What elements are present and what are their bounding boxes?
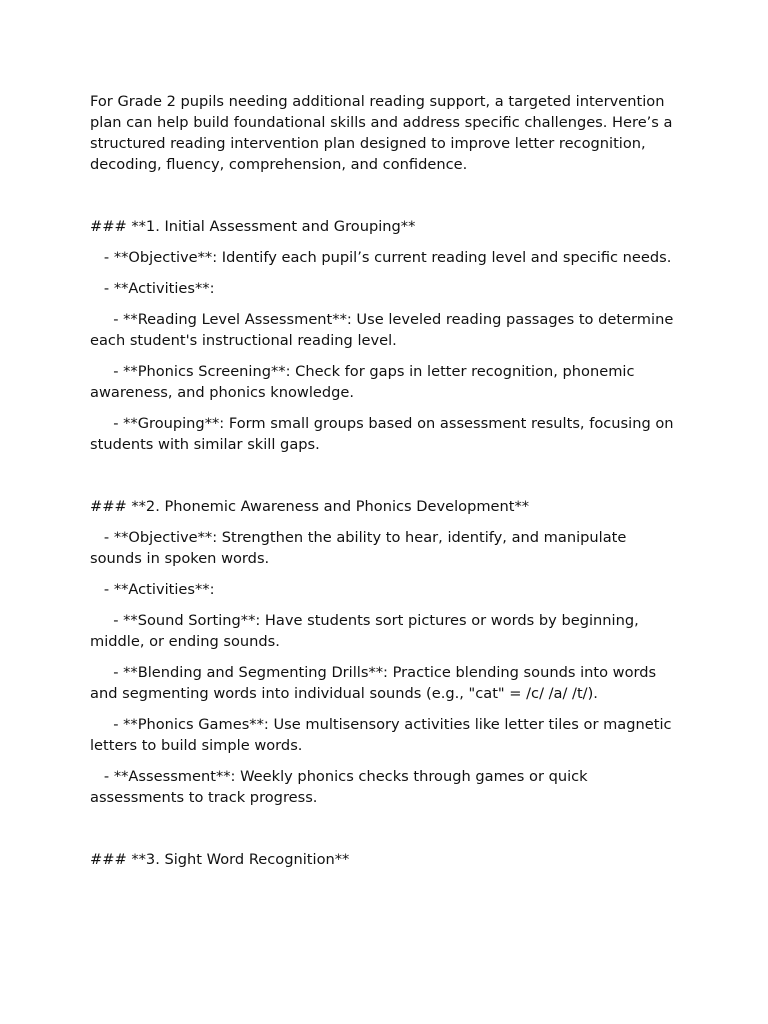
section-2-heading: ### **2. Phonemic Awareness and Phonics Development** bbox=[90, 498, 530, 515]
section-spacer bbox=[90, 465, 680, 496]
section-1-item-grouping: - **Grouping**: Form small groups based on assessment results, focusing on students with similar skill gaps. bbox=[90, 415, 679, 453]
section-3-heading: ### **3. Sight Word Recognition** bbox=[90, 851, 350, 868]
section-1-item-reading-level: - **Reading Level Assessment**: Use leveled reading passages to determine each student's instructional reading level. bbox=[90, 311, 678, 349]
section-1-item-phonics-screening: - **Phonics Screening**: Check for gaps in letter recognition, phonemic awareness, and phonics knowledge. bbox=[90, 363, 640, 401]
section-2-item-blending: - **Blending and Segmenting Drills**: Practice blending sounds into words and segmenting words into individual sounds (e.g., "cat" = /c/ /a/ /t/). bbox=[90, 664, 661, 702]
section-1-heading: ### **1. Initial Assessment and Grouping** bbox=[90, 218, 416, 235]
section-spacer bbox=[90, 818, 680, 849]
section-1-objective: - **Objective**: Identify each pupil’s current reading level and specific needs. bbox=[90, 249, 672, 266]
document-page bbox=[90, 91, 680, 880]
section-2-item-sound-sorting: - **Sound Sorting**: Have students sort pictures or words by beginning, middle, or ending sounds. bbox=[90, 612, 644, 650]
section-2-assessment: - **Assessment**: Weekly phonics checks through games or quick assessments to track progress. bbox=[90, 768, 593, 806]
section-2-activities: - **Activities**: bbox=[90, 581, 215, 598]
section-2-objective: - **Objective**: Strengthen the ability to hear, identify, and manipulate sounds in spoken words. bbox=[90, 529, 631, 567]
section-spacer bbox=[90, 185, 680, 216]
section-2-item-phonics-games: - **Phonics Games**: Use multisensory activities like letter tiles or magnetic letters to build simple words. bbox=[90, 716, 677, 754]
intro-paragraph: For Grade 2 pupils needing additional reading support, a targeted intervention plan can help build foundational skills and address specific challenges. Here’s a structured reading intervention plan designed to improve letter recognition, decoding, fluency, comprehension, and confidence. bbox=[90, 93, 678, 173]
section-1-activities: - **Activities**: bbox=[90, 280, 215, 297]
